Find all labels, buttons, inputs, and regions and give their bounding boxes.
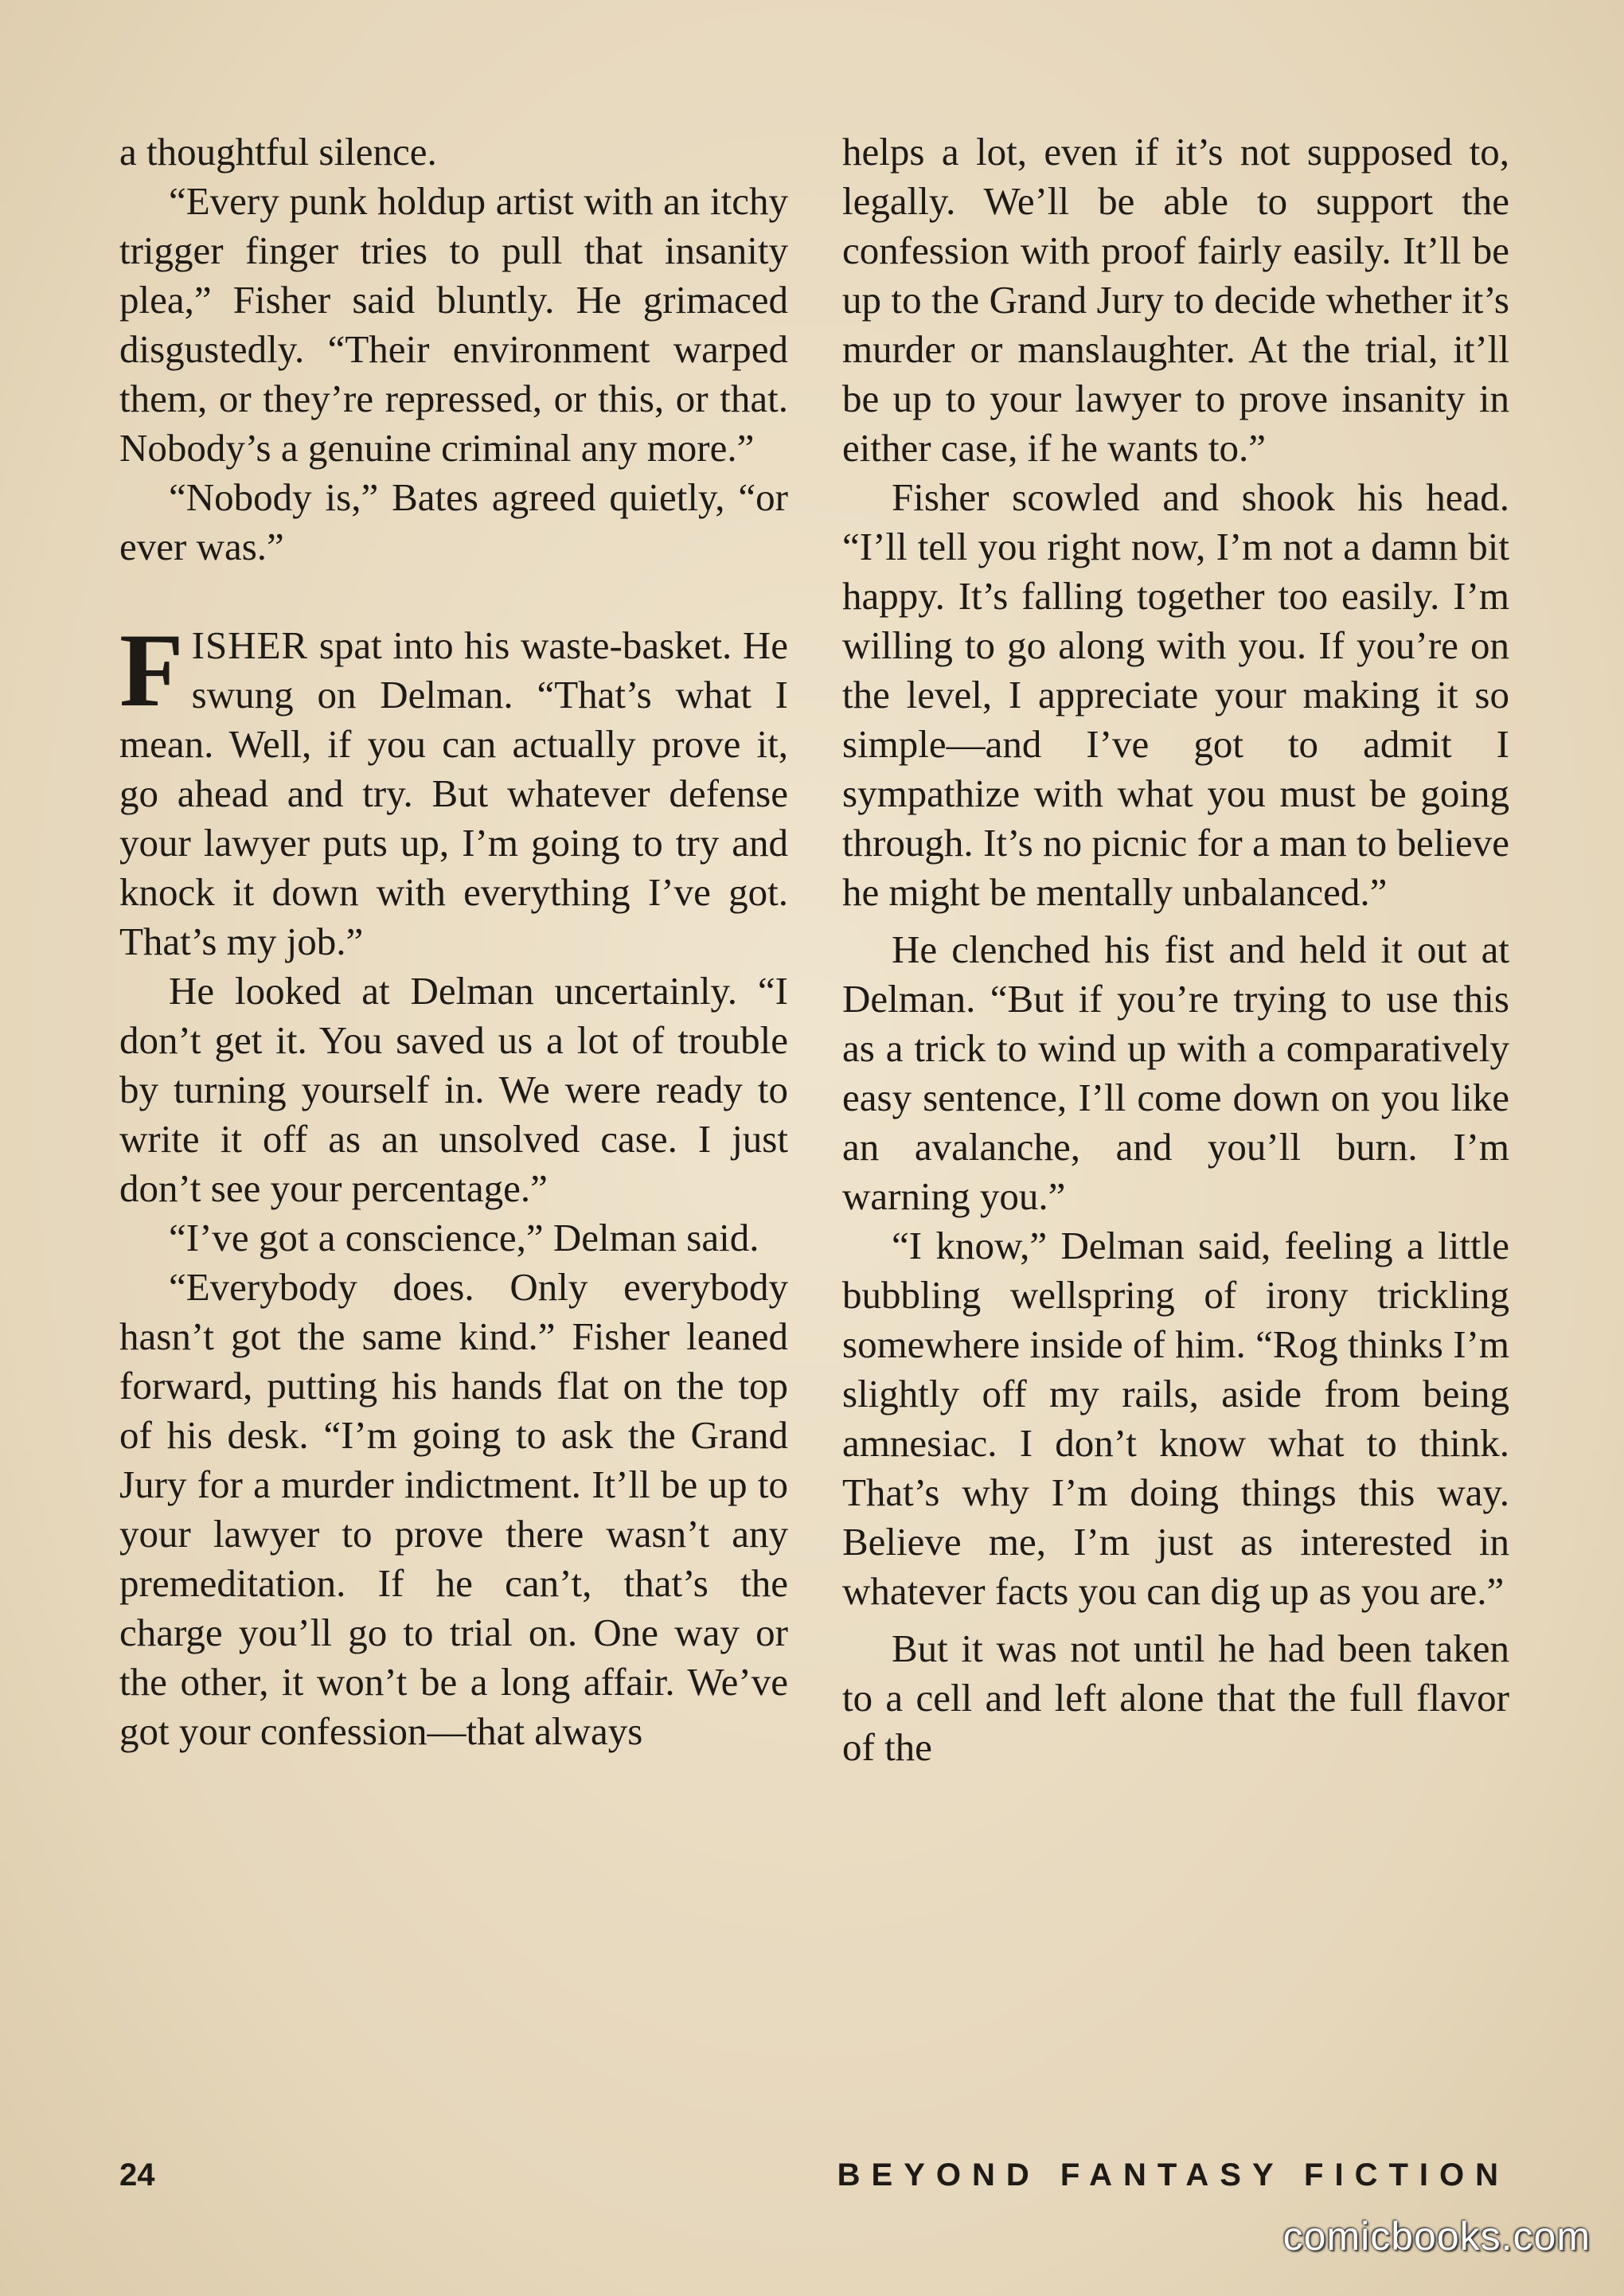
paragraph: “Nobody is,” Bates agreed quietly, “or ever was.” — [119, 475, 788, 568]
watermark: comicbooks.com — [1282, 2214, 1591, 2259]
paragraph: helps a lot, even if it’s not supposed to, legally. We’ll be able to support the confession with proof fairly easily. It’ll be up to the Grand Jury to decide whether it’s murder or manslaughter. At the trial, it’ll be up to your lawyer to prove insanity in either case, if he wants to.” — [842, 130, 1509, 470]
paragraph: Fisher scowled and shook his head. “I’ll tell you right now, I’m not a damn bit happy. It’s falling together too easily. I’m willing to go along with you. If you’re on the level, I appreciate your making it so simple—and I’ve got to admit I sympathize with what you must be going through. It’s no picnic for a man to believe he might be mentally unbalanced.” — [842, 475, 1509, 914]
paragraph: He clenched his fist and held it out at Delman. “But if you’re trying to use this as a trick to wind up with a comparatively easy sentence, I’ll come down on you like an avalanche, and you’ll burn. I’m warning you.” — [842, 927, 1509, 1218]
page-footer — [119, 2157, 1509, 2205]
paragraph: “Every punk holdup artist with an itchy trigger finger tries to pull that insanity plea,” Fisher said bluntly. He grimaced disgustedly. “Their environment warped them, or they’re repressed, or this, or that. Nobody’s a genuine criminal any more.” — [119, 179, 788, 470]
right-column — [842, 127, 1509, 1772]
paragraph: “Everybody does. Only everybody hasn’t got the same kind.” Fisher leaned forward, putting his hands flat on the top of his desk. “I’m going to ask the Grand Jury for a murder indictment. It’ll be up to your lawyer to prove there wasn’t any premeditation. If he can’t, that’s the charge you’ll go to trial on. One way or the other, it won’t be a long affair. We’ve got your confession—that always — [119, 1265, 788, 1753]
paragraph: “I’ve got a conscience,” Delman said. — [169, 1216, 759, 1259]
paragraph: But it was not until he had been taken to a cell and left alone that the full flavor of the — [842, 1626, 1509, 1769]
paragraph: He looked at Delman uncertainly. “I don’t get it. You saved us a lot of trouble by turning yourself in. We were ready to write it off as an unsolved case. I just don’t see your percentage.” — [119, 969, 788, 1210]
running-head: BEYOND FANTASY FICTION — [837, 2157, 1509, 2193]
small-caps-lead: ISHER — [191, 623, 309, 667]
drop-cap: F — [119, 611, 184, 728]
left-column — [119, 127, 788, 1756]
paragraph: a thoughtful silence. — [119, 130, 437, 174]
section-start-paragraph — [119, 611, 788, 966]
paragraph: “I know,” Delman said, feeling a little bubbling wellspring of irony trickling somewhere inside of him. “Rog thinks I’m slightly off my rails, aside from being amnesiac. I don’t know what to think. That’s why I’m doing things this way. Believe me, I’m just as interested in whatever facts you can dig up as you are.” — [842, 1224, 1509, 1613]
paragraph-text: spat into his waste-basket. He swung on Delman. “That’s what I mean. Well, if you can actually prove it, go ahead and try. But whatever defense your lawyer puts up, I’m going to try and knock it down with everything I’ve got. That’s my job.” — [119, 623, 788, 963]
page-number: 24 — [119, 2157, 155, 2193]
